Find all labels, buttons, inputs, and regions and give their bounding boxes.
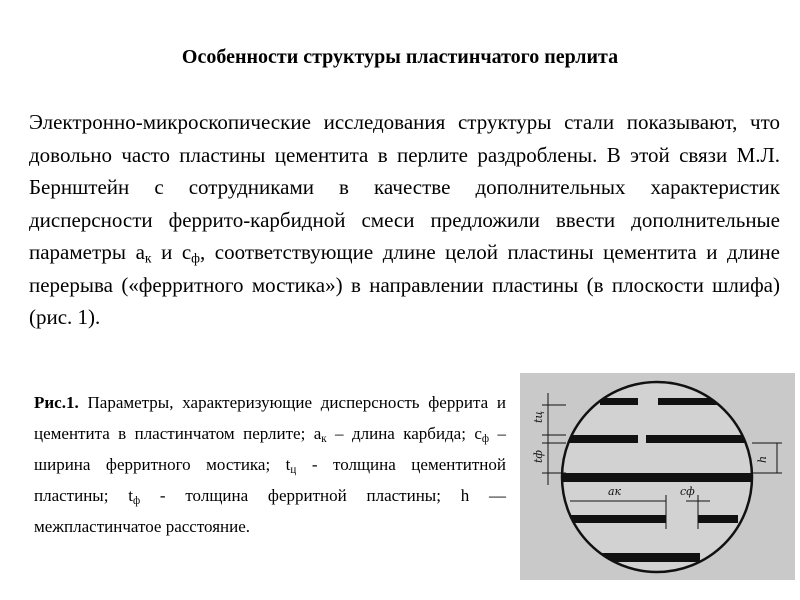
- body-text-and: и c: [151, 240, 192, 264]
- caption-sub-f: ф: [481, 432, 490, 445]
- page-title: Особенности структуры пластинчатого перлита: [181, 46, 619, 68]
- caption-sub-k: к: [321, 432, 327, 445]
- label-t-c: tц: [532, 410, 545, 423]
- body-text-part2: , соответствующие длине целой пластины цементита и длине перерыва («ферритного мостика») в направлении пластины (в плоскости шлифа) (рис. 1).: [29, 240, 780, 329]
- caption-sub-f2: ф: [132, 494, 141, 507]
- caption-label: Рис.1.: [34, 393, 79, 412]
- subscript-k: к: [144, 250, 152, 266]
- caption-text-5: - толщина ферритной пластины; h — межпластинчатое расстояние.: [34, 486, 506, 536]
- label-c-f: cф: [680, 485, 695, 498]
- subscript-f: ф: [191, 250, 200, 266]
- label-t-f: tф: [532, 449, 545, 463]
- body-text-part1: Электронно-микроскопические исследования структуры стали показывают, что довольно часто пластины цементита в перлите раздроблены. В этой связи М.Л. Бернштейн с сотрудниками в качестве дополнительных характеристик дисперсности феррито-карбидной смеси предложили ввести дополнительные параметры a: [29, 110, 780, 264]
- cementite-plate: [600, 398, 638, 405]
- figure-caption: [34, 387, 506, 542]
- cementite-plate: [560, 435, 638, 443]
- body-paragraph: [29, 106, 780, 334]
- label-a-k: aк: [608, 485, 622, 498]
- cementite-plate: [658, 398, 720, 405]
- caption-sub-c: ц: [290, 463, 297, 476]
- pearlite-diagram: [520, 373, 795, 580]
- cementite-plate: [550, 473, 762, 482]
- cementite-plate: [698, 515, 738, 523]
- caption-text-1: Параметры, характеризующие дисперсность феррита и цементита в пластинчатом перлите; a: [34, 393, 506, 443]
- caption-text-3: – ширина ферритного мостика; t: [34, 424, 507, 474]
- cementite-plate: [570, 515, 666, 523]
- caption-text-2: – длина карбида; c: [326, 424, 482, 443]
- caption-text-4: - толщина цементитной пластины; t: [34, 455, 506, 505]
- label-h: h: [756, 455, 769, 463]
